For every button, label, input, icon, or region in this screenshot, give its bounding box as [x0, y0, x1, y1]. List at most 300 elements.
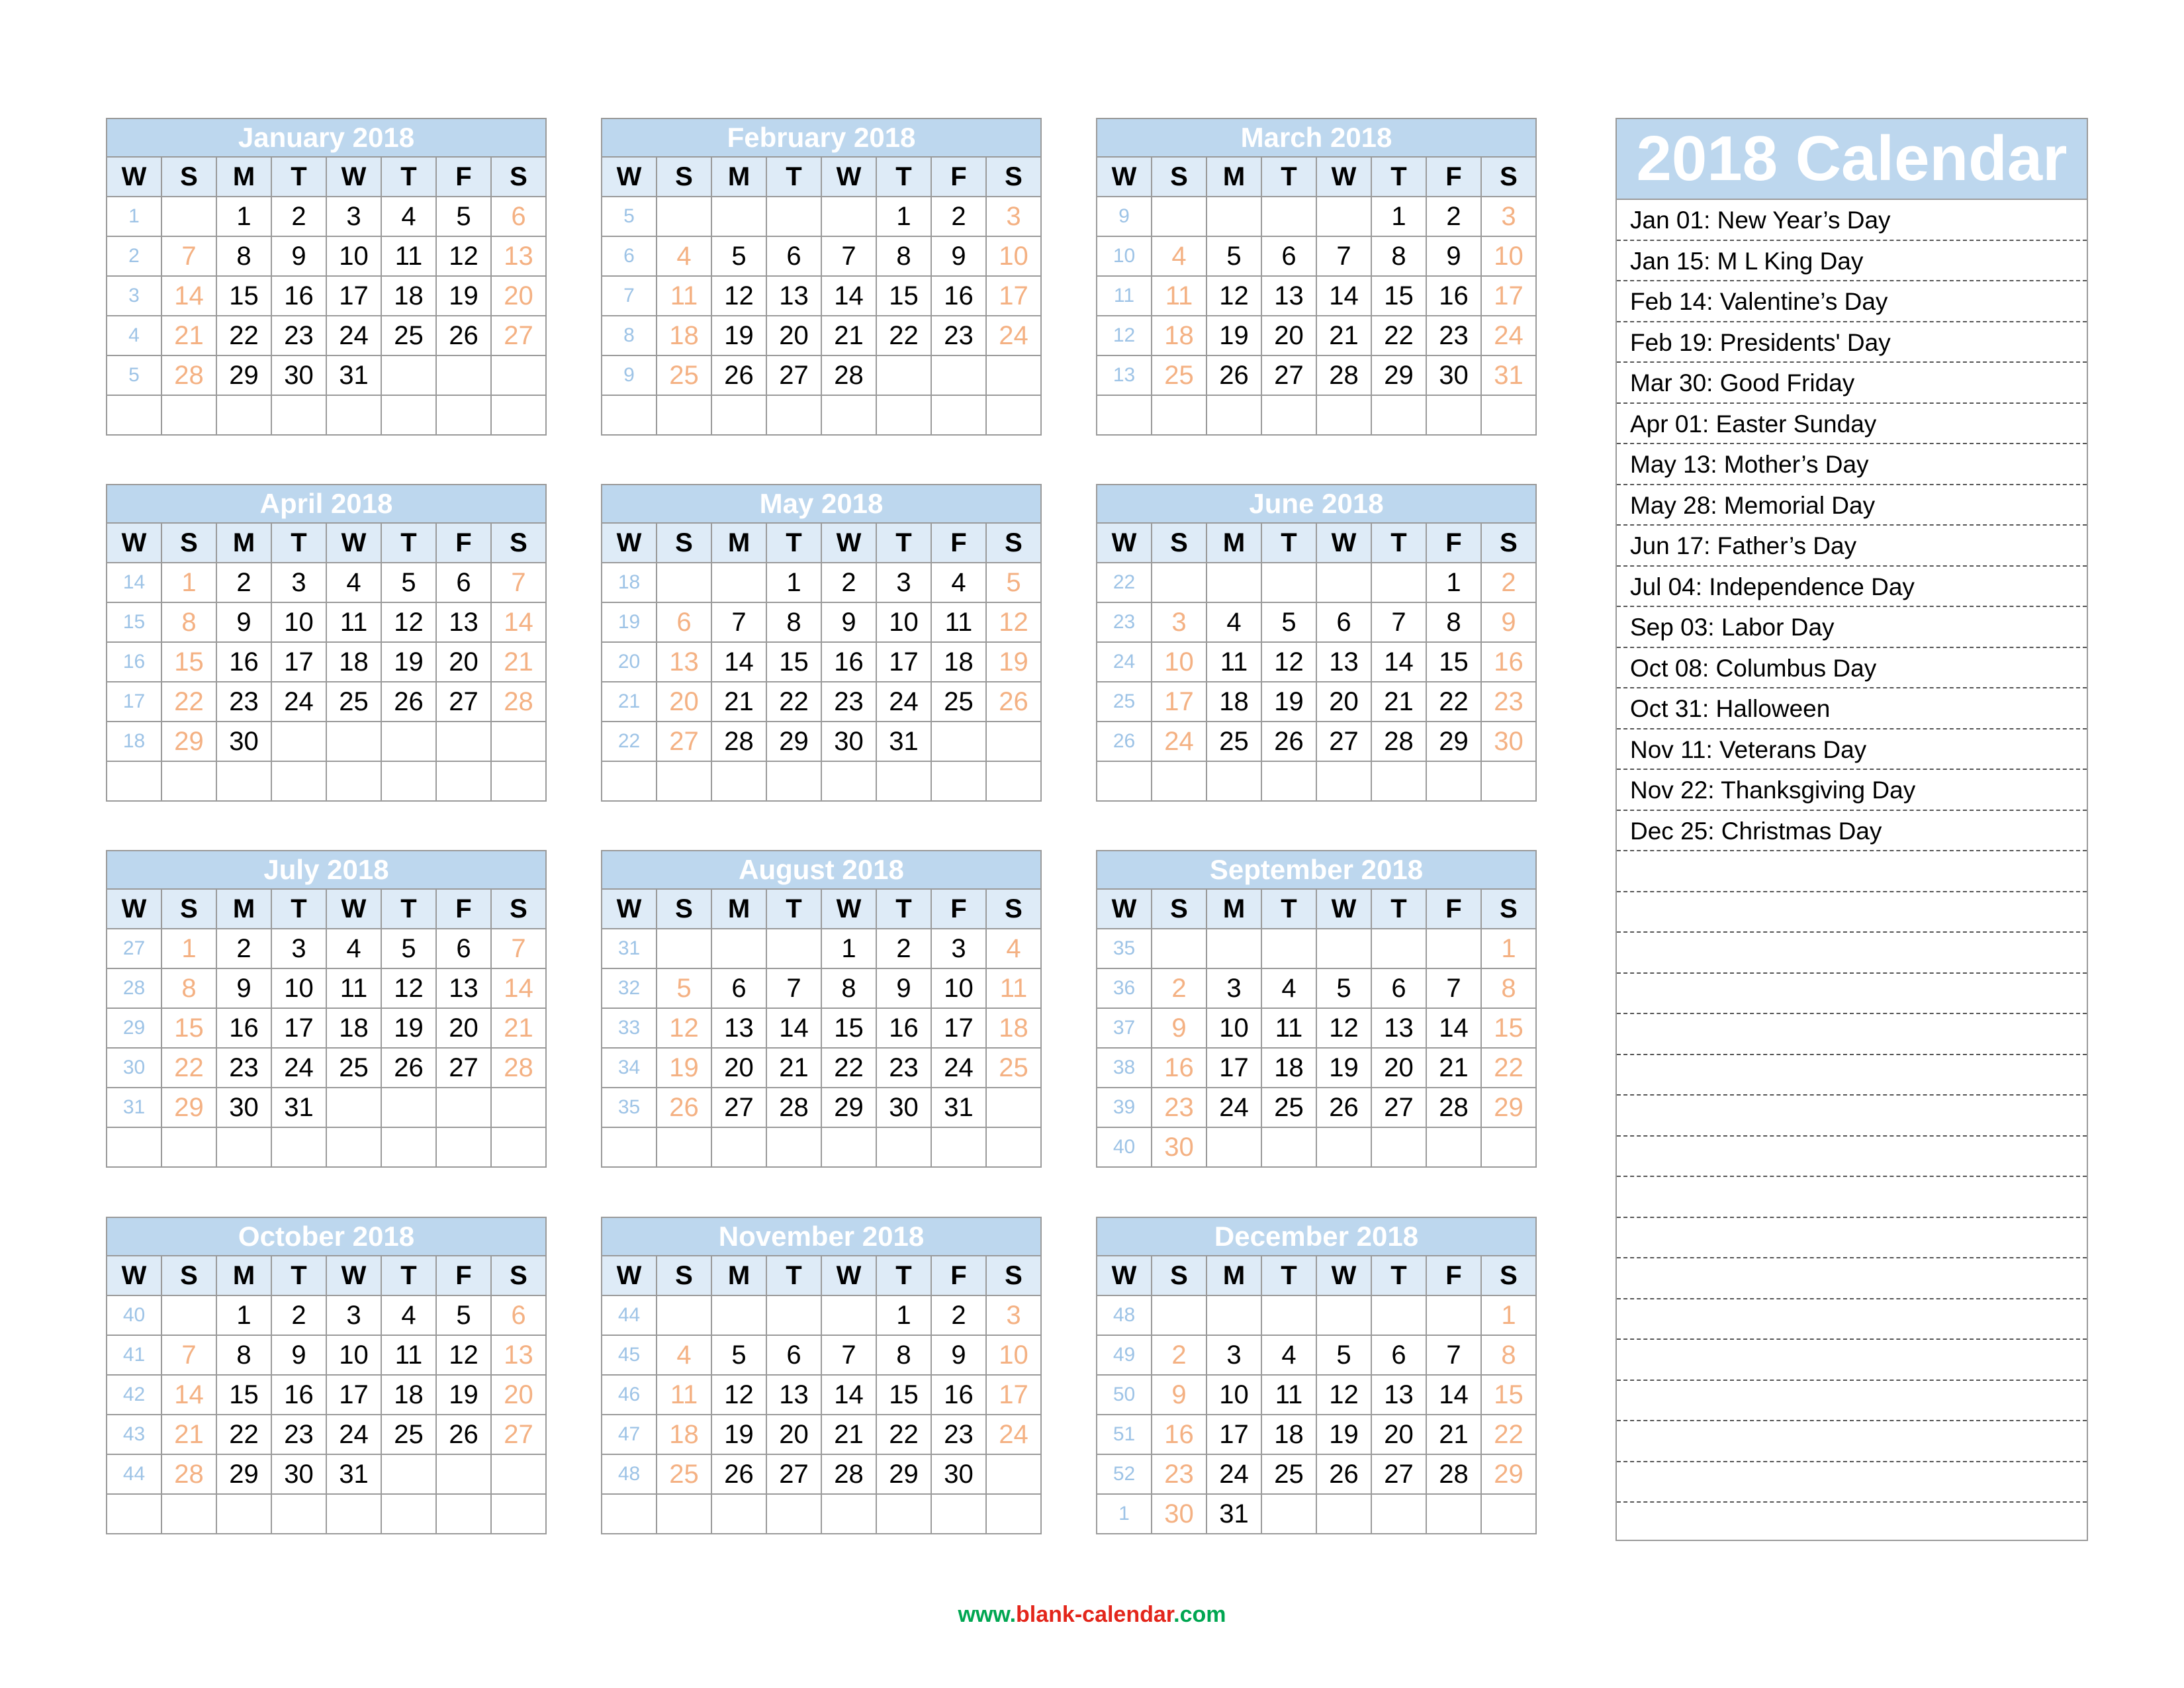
day-cell — [381, 1127, 436, 1167]
day-cell: 25 — [381, 1415, 436, 1454]
day-cell — [436, 1494, 491, 1534]
day-cell: 16 — [271, 1375, 326, 1415]
week-number: 8 — [602, 316, 657, 355]
holiday-sidebar — [1615, 118, 2088, 1541]
day-cell: 16 — [931, 1375, 986, 1415]
week-row — [107, 642, 546, 682]
day-cell: 13 — [436, 602, 491, 642]
day-header: T — [1371, 523, 1426, 563]
day-cell: 16 — [876, 1008, 931, 1048]
day-header: S — [491, 1256, 546, 1295]
day-cell: 14 — [1316, 276, 1371, 316]
day-cell: 4 — [657, 236, 711, 276]
week-number: 23 — [1097, 602, 1152, 642]
day-cell — [161, 395, 216, 435]
day-cell: 9 — [931, 236, 986, 276]
day-cell: 26 — [436, 316, 491, 355]
day-cell: 28 — [161, 1454, 216, 1494]
day-cell: 29 — [216, 1454, 271, 1494]
day-cell: 23 — [1152, 1088, 1206, 1127]
day-cell: 21 — [161, 1415, 216, 1454]
day-cell: 26 — [711, 1454, 766, 1494]
day-header: M — [711, 523, 766, 563]
week-row — [602, 1048, 1041, 1088]
day-cell — [1426, 761, 1481, 801]
day-cell — [766, 1295, 821, 1335]
day-cell: 27 — [1316, 722, 1371, 761]
day-cell: 21 — [1371, 682, 1426, 722]
day-cell: 1 — [876, 1295, 931, 1335]
day-cell: 17 — [931, 1008, 986, 1048]
day-cell — [986, 355, 1041, 395]
day-cell: 12 — [1206, 276, 1261, 316]
week-number — [602, 395, 657, 435]
day-cell — [326, 1494, 381, 1534]
week-row — [107, 1454, 546, 1494]
day-cell: 19 — [711, 316, 766, 355]
day-cell — [1261, 563, 1316, 602]
week-number: 33 — [602, 1008, 657, 1048]
day-header: W — [821, 1256, 876, 1295]
week-row — [602, 1494, 1041, 1534]
day-cell: 11 — [931, 602, 986, 642]
day-cell: 18 — [326, 642, 381, 682]
day-cell — [711, 761, 766, 801]
week-number: 43 — [107, 1415, 161, 1454]
day-header: T — [271, 157, 326, 197]
week-row — [602, 1454, 1041, 1494]
week-row — [107, 1048, 546, 1088]
day-header: T — [1261, 157, 1316, 197]
holiday-line: Sep 03: Labor Day — [1617, 607, 2087, 648]
day-cell: 1 — [1481, 1295, 1536, 1335]
day-cell: 15 — [1481, 1008, 1536, 1048]
day-cell — [491, 1494, 546, 1534]
day-cell: 3 — [931, 929, 986, 968]
day-cell — [766, 197, 821, 236]
week-number: 1 — [1097, 1494, 1152, 1534]
day-cell: 26 — [986, 682, 1041, 722]
day-header: W — [821, 889, 876, 929]
day-cell: 13 — [1371, 1375, 1426, 1415]
day-cell: 21 — [821, 316, 876, 355]
holiday-line: Oct 08: Columbus Day — [1617, 648, 2087, 689]
day-cell: 6 — [436, 563, 491, 602]
day-cell: 5 — [986, 563, 1041, 602]
week-number: 30 — [107, 1048, 161, 1088]
day-cell: 22 — [766, 682, 821, 722]
day-cell — [821, 395, 876, 435]
day-header: S — [161, 889, 216, 929]
week-number: 2 — [107, 236, 161, 276]
month-calendar — [601, 850, 1042, 1168]
day-header: F — [436, 889, 491, 929]
day-cell: 21 — [1426, 1048, 1481, 1088]
week-number — [107, 761, 161, 801]
week-number — [107, 1494, 161, 1534]
day-cell — [1206, 395, 1261, 435]
day-cell: 20 — [491, 276, 546, 316]
day-cell: 17 — [1206, 1415, 1261, 1454]
week-number: 28 — [107, 968, 161, 1008]
week-row — [107, 1127, 546, 1167]
day-cell: 5 — [711, 1335, 766, 1375]
day-cell: 17 — [1206, 1048, 1261, 1088]
week-number: 11 — [1097, 276, 1152, 316]
day-cell: 4 — [1206, 602, 1261, 642]
day-cell: 4 — [931, 563, 986, 602]
day-cell — [161, 197, 216, 236]
day-cell: 14 — [161, 276, 216, 316]
day-cell: 26 — [436, 1415, 491, 1454]
day-header: T — [876, 889, 931, 929]
day-cell — [381, 722, 436, 761]
day-cell: 24 — [271, 682, 326, 722]
day-cell: 18 — [1261, 1048, 1316, 1088]
day-cell — [711, 1494, 766, 1534]
day-cell: 22 — [876, 1415, 931, 1454]
day-cell — [216, 1127, 271, 1167]
day-cell: 8 — [876, 1335, 931, 1375]
week-row — [602, 682, 1041, 722]
day-cell — [657, 197, 711, 236]
day-header: T — [381, 523, 436, 563]
day-cell — [1481, 1494, 1536, 1534]
day-cell: 8 — [161, 602, 216, 642]
week-number: 1 — [107, 197, 161, 236]
day-cell — [876, 395, 931, 435]
day-cell: 1 — [161, 563, 216, 602]
day-cell: 19 — [1316, 1415, 1371, 1454]
day-cell — [876, 1494, 931, 1534]
day-cell: 24 — [931, 1048, 986, 1088]
day-cell: 26 — [381, 682, 436, 722]
day-cell — [1426, 395, 1481, 435]
day-cell: 8 — [821, 968, 876, 1008]
day-cell: 14 — [1426, 1008, 1481, 1048]
day-cell: 25 — [657, 1454, 711, 1494]
day-header: W — [1097, 1256, 1152, 1295]
day-cell — [1152, 563, 1206, 602]
day-header: M — [1206, 1256, 1261, 1295]
day-header: S — [1481, 523, 1536, 563]
week-number: 26 — [1097, 722, 1152, 761]
day-cell: 13 — [1316, 642, 1371, 682]
day-cell: 22 — [1371, 316, 1426, 355]
week-row — [107, 968, 546, 1008]
day-cell: 10 — [986, 236, 1041, 276]
week-row — [1097, 1008, 1536, 1048]
day-cell — [1206, 1295, 1261, 1335]
holiday-line: Nov 22: Thanksgiving Day — [1617, 770, 2087, 811]
day-cell: 7 — [766, 968, 821, 1008]
day-cell — [876, 761, 931, 801]
day-cell — [381, 355, 436, 395]
day-cell: 11 — [1261, 1375, 1316, 1415]
week-number: 24 — [1097, 642, 1152, 682]
day-cell: 11 — [657, 1375, 711, 1415]
week-number: 15 — [107, 602, 161, 642]
week-number: 17 — [107, 682, 161, 722]
day-cell: 20 — [436, 642, 491, 682]
day-cell: 20 — [1371, 1048, 1426, 1088]
holiday-line — [1617, 1096, 2087, 1137]
week-row — [602, 929, 1041, 968]
day-cell: 20 — [711, 1048, 766, 1088]
day-cell: 8 — [1481, 1335, 1536, 1375]
day-cell — [766, 1127, 821, 1167]
day-cell: 19 — [657, 1048, 711, 1088]
day-header: F — [1426, 1256, 1481, 1295]
day-cell — [931, 1494, 986, 1534]
day-cell: 20 — [657, 682, 711, 722]
footer-url[interactable] — [0, 1602, 2184, 1628]
week-row — [1097, 395, 1536, 435]
week-row — [602, 316, 1041, 355]
day-cell: 8 — [766, 602, 821, 642]
day-cell: 3 — [1152, 602, 1206, 642]
day-cell: 2 — [271, 1295, 326, 1335]
day-cell: 30 — [931, 1454, 986, 1494]
day-cell: 27 — [766, 355, 821, 395]
day-cell: 20 — [766, 1415, 821, 1454]
day-cell: 30 — [216, 722, 271, 761]
day-cell — [1152, 395, 1206, 435]
week-number: 50 — [1097, 1375, 1152, 1415]
day-cell: 29 — [161, 722, 216, 761]
week-row — [107, 236, 546, 276]
day-cell — [876, 355, 931, 395]
day-cell — [711, 197, 766, 236]
day-cell: 3 — [986, 197, 1041, 236]
day-cell: 31 — [326, 1454, 381, 1494]
day-cell: 23 — [931, 316, 986, 355]
day-cell: 12 — [1316, 1375, 1371, 1415]
day-cell: 24 — [876, 682, 931, 722]
day-cell: 1 — [216, 197, 271, 236]
day-cell — [821, 1127, 876, 1167]
day-header: M — [216, 889, 271, 929]
day-cell: 29 — [161, 1088, 216, 1127]
day-cell: 30 — [1152, 1494, 1206, 1534]
day-header: F — [436, 1256, 491, 1295]
week-number: 27 — [107, 929, 161, 968]
day-cell: 3 — [986, 1295, 1041, 1335]
day-cell: 14 — [491, 602, 546, 642]
day-cell — [271, 1494, 326, 1534]
day-header: T — [381, 1256, 436, 1295]
day-header: S — [1152, 889, 1206, 929]
holiday-line: Nov 11: Veterans Day — [1617, 729, 2087, 771]
day-cell: 1 — [216, 1295, 271, 1335]
week-number: 7 — [602, 276, 657, 316]
day-header: S — [986, 889, 1041, 929]
day-cell — [711, 1127, 766, 1167]
week-number: 42 — [107, 1375, 161, 1415]
holiday-line — [1617, 1137, 2087, 1178]
day-cell: 5 — [1206, 236, 1261, 276]
day-cell: 15 — [1371, 276, 1426, 316]
month-title: February 2018 — [602, 118, 1041, 157]
day-cell: 13 — [766, 1375, 821, 1415]
day-cell: 2 — [271, 197, 326, 236]
week-number: 35 — [1097, 929, 1152, 968]
day-cell: 28 — [711, 722, 766, 761]
day-cell: 4 — [381, 197, 436, 236]
day-cell — [1371, 929, 1426, 968]
week-number: 36 — [1097, 968, 1152, 1008]
day-cell: 8 — [1426, 602, 1481, 642]
footer-url-domain: blank-calendar — [1016, 1602, 1174, 1627]
week-row — [602, 722, 1041, 761]
day-cell — [821, 197, 876, 236]
day-cell: 10 — [986, 1335, 1041, 1375]
day-cell — [1316, 1494, 1371, 1534]
day-header: S — [1152, 523, 1206, 563]
day-cell: 19 — [1316, 1048, 1371, 1088]
day-header: T — [271, 1256, 326, 1295]
day-cell: 2 — [1152, 968, 1206, 1008]
day-cell — [657, 395, 711, 435]
day-header: M — [711, 157, 766, 197]
day-cell — [766, 1494, 821, 1534]
day-header: F — [931, 1256, 986, 1295]
day-cell: 5 — [436, 197, 491, 236]
day-cell: 3 — [271, 929, 326, 968]
day-cell: 18 — [657, 316, 711, 355]
day-cell: 3 — [1206, 968, 1261, 1008]
day-cell: 2 — [821, 563, 876, 602]
day-cell: 17 — [986, 1375, 1041, 1415]
day-cell: 27 — [1371, 1088, 1426, 1127]
day-cell: 17 — [271, 642, 326, 682]
day-cell: 17 — [326, 276, 381, 316]
day-header: W — [326, 1256, 381, 1295]
day-cell: 25 — [1261, 1088, 1316, 1127]
day-header: F — [1426, 157, 1481, 197]
day-cell: 5 — [711, 236, 766, 276]
week-number: 40 — [107, 1295, 161, 1335]
week-number: 35 — [602, 1088, 657, 1127]
day-header: S — [986, 157, 1041, 197]
day-header: F — [931, 889, 986, 929]
day-cell: 24 — [326, 316, 381, 355]
day-cell — [161, 1127, 216, 1167]
day-cell: 5 — [657, 968, 711, 1008]
week-row — [107, 395, 546, 435]
week-row — [1097, 929, 1536, 968]
holiday-list — [1617, 200, 2087, 1503]
day-cell: 6 — [766, 236, 821, 276]
month-calendar — [1096, 118, 1537, 436]
week-row — [107, 602, 546, 642]
holiday-line — [1617, 1014, 2087, 1055]
week-number: 48 — [1097, 1295, 1152, 1335]
day-header: T — [1261, 1256, 1316, 1295]
day-cell: 29 — [1426, 722, 1481, 761]
holiday-line: Jan 15: M L King Day — [1617, 241, 2087, 282]
day-cell — [657, 761, 711, 801]
holiday-line: Mar 30: Good Friday — [1617, 363, 2087, 404]
day-cell — [1371, 761, 1426, 801]
day-header: S — [657, 523, 711, 563]
day-cell: 10 — [876, 602, 931, 642]
week-row — [602, 968, 1041, 1008]
day-cell: 10 — [1206, 1375, 1261, 1415]
week-number: 21 — [602, 682, 657, 722]
day-header: M — [216, 157, 271, 197]
day-cell: 2 — [876, 929, 931, 968]
day-header: W — [107, 157, 161, 197]
day-cell — [1316, 563, 1371, 602]
day-cell: 15 — [216, 1375, 271, 1415]
day-cell: 26 — [1261, 722, 1316, 761]
day-header: T — [271, 523, 326, 563]
holiday-line: May 28: Memorial Day — [1617, 485, 2087, 526]
month-calendar — [106, 850, 547, 1168]
day-cell: 9 — [271, 1335, 326, 1375]
day-header: F — [436, 523, 491, 563]
day-cell: 21 — [491, 642, 546, 682]
day-cell: 13 — [657, 642, 711, 682]
day-header: M — [1206, 889, 1261, 929]
day-cell: 19 — [711, 1415, 766, 1454]
day-cell: 12 — [657, 1008, 711, 1048]
day-cell — [216, 1494, 271, 1534]
day-cell — [1261, 1127, 1316, 1167]
week-number: 32 — [602, 968, 657, 1008]
day-cell: 28 — [1426, 1088, 1481, 1127]
day-cell: 19 — [1261, 682, 1316, 722]
day-cell: 14 — [161, 1375, 216, 1415]
day-cell: 7 — [491, 563, 546, 602]
day-cell: 23 — [1152, 1454, 1206, 1494]
week-number: 12 — [1097, 316, 1152, 355]
day-cell: 18 — [381, 276, 436, 316]
week-row — [602, 642, 1041, 682]
week-number: 46 — [602, 1375, 657, 1415]
day-cell: 20 — [1371, 1415, 1426, 1454]
day-cell: 25 — [381, 316, 436, 355]
day-cell: 28 — [1316, 355, 1371, 395]
day-cell: 9 — [1152, 1008, 1206, 1048]
day-cell: 26 — [711, 355, 766, 395]
day-cell — [986, 1127, 1041, 1167]
day-cell: 1 — [161, 929, 216, 968]
week-number: 52 — [1097, 1454, 1152, 1494]
day-header: S — [1152, 157, 1206, 197]
day-cell: 11 — [1152, 276, 1206, 316]
day-header: M — [711, 1256, 766, 1295]
day-cell: 18 — [657, 1415, 711, 1454]
day-cell: 27 — [491, 316, 546, 355]
day-cell — [381, 395, 436, 435]
day-cell: 2 — [931, 1295, 986, 1335]
day-cell: 14 — [1426, 1375, 1481, 1415]
day-cell: 22 — [821, 1048, 876, 1088]
day-cell: 6 — [491, 1295, 546, 1335]
day-cell: 8 — [1481, 968, 1536, 1008]
day-cell — [1371, 1494, 1426, 1534]
day-cell — [326, 395, 381, 435]
day-cell: 4 — [1152, 236, 1206, 276]
week-number: 29 — [107, 1008, 161, 1048]
week-number: 18 — [107, 722, 161, 761]
day-header: W — [821, 523, 876, 563]
day-cell: 27 — [766, 1454, 821, 1494]
week-row — [1097, 1494, 1536, 1534]
day-cell: 27 — [1371, 1454, 1426, 1494]
